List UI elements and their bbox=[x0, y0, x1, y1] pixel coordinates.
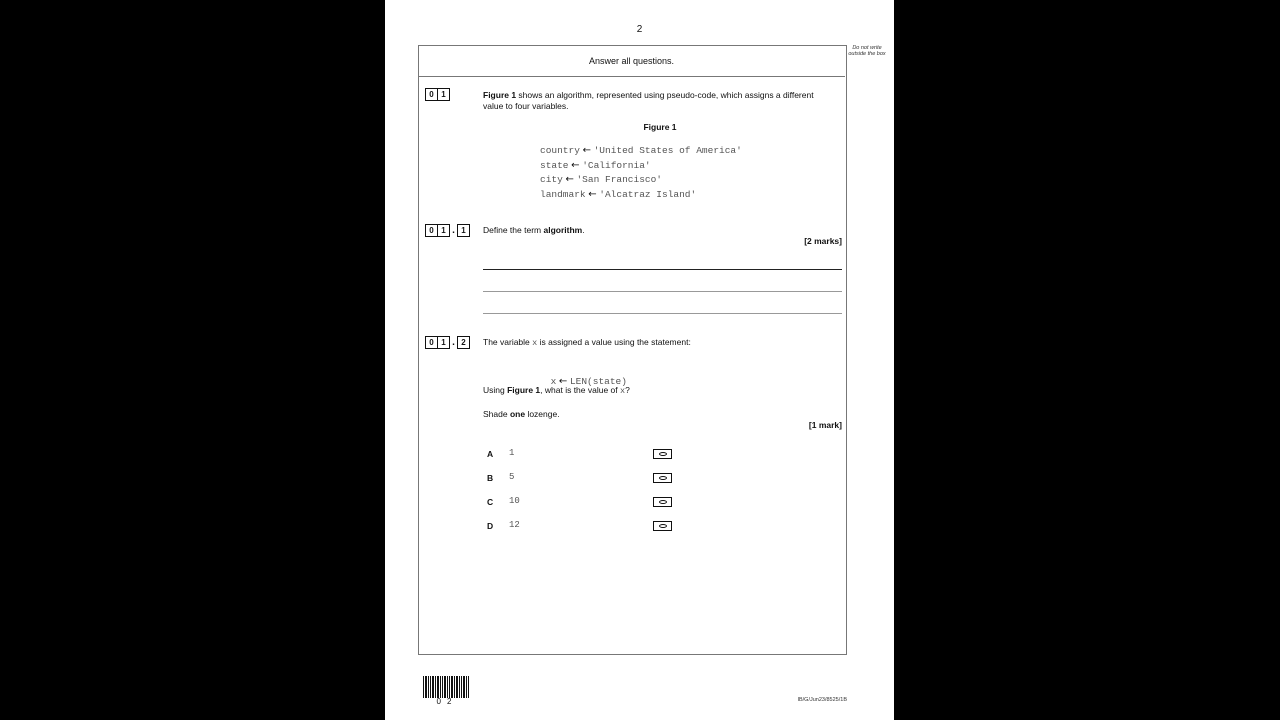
question-digit: 0 bbox=[425, 88, 438, 101]
lozenge-icon bbox=[659, 500, 667, 504]
code-variable: city bbox=[540, 174, 563, 185]
prompt-keyword: one bbox=[509, 409, 526, 419]
figure-reference: Figure 1 bbox=[483, 90, 517, 100]
answer-frame bbox=[418, 45, 847, 655]
prompt-text: is assigned a value using the statement: bbox=[537, 337, 691, 347]
code-expression: LEN(state) bbox=[569, 375, 627, 387]
lozenge-icon bbox=[659, 476, 667, 480]
prompt-keyword: algorithm bbox=[543, 225, 583, 235]
assignment-arrow-icon: ← bbox=[571, 159, 580, 171]
option-value: 12 bbox=[509, 520, 520, 530]
answer-line[interactable] bbox=[483, 269, 842, 270]
prompt-text: Define the term bbox=[483, 225, 544, 235]
question-digit: 1 bbox=[438, 224, 450, 237]
code-line bbox=[540, 173, 742, 188]
lozenge-b[interactable] bbox=[653, 473, 672, 483]
prompt-text: , what is the value of bbox=[540, 385, 621, 395]
question-digit: 1 bbox=[438, 336, 450, 349]
question-separator: . bbox=[452, 337, 455, 348]
option-letter: B bbox=[487, 473, 494, 483]
pseudo-code-block bbox=[540, 144, 742, 202]
code-variable: country bbox=[540, 145, 580, 156]
lozenge-icon bbox=[659, 524, 667, 528]
q1-1-prompt bbox=[483, 225, 585, 236]
q1-2-question bbox=[483, 385, 630, 397]
code-line bbox=[540, 144, 742, 159]
prompt-text: lozenge. bbox=[525, 409, 560, 419]
q1-2-marks: [1 mark] bbox=[808, 420, 842, 430]
option-value: 1 bbox=[509, 448, 515, 458]
code-value: 'California' bbox=[582, 159, 651, 171]
code-line bbox=[540, 159, 742, 174]
q1-1-marks: [2 marks] bbox=[804, 236, 842, 246]
q1-2-statement-intro bbox=[483, 337, 691, 349]
code-value: 'San Francisco' bbox=[576, 174, 662, 185]
barcode-number: 02 bbox=[436, 697, 458, 706]
prompt-text: The variable bbox=[483, 337, 533, 347]
option-letter: A bbox=[487, 449, 494, 459]
shade-instruction bbox=[483, 409, 560, 420]
question-number-01-2 bbox=[425, 336, 470, 349]
prompt-text: Shade bbox=[483, 409, 510, 419]
inline-code: x bbox=[532, 338, 538, 348]
figure-reference: Figure 1 bbox=[507, 385, 541, 395]
lozenge-a[interactable] bbox=[653, 449, 672, 459]
prompt-text: Using bbox=[483, 385, 508, 395]
code-value: 'Alcatraz Island' bbox=[599, 188, 697, 200]
q1-intro bbox=[483, 90, 825, 112]
barcode-icon bbox=[423, 676, 471, 698]
instructions-header: Answer all questions. bbox=[418, 45, 845, 77]
lozenge-c[interactable] bbox=[653, 497, 672, 507]
paper-code: IB/G/Jun23/8525/1B bbox=[797, 697, 847, 703]
question-digit: 0 bbox=[425, 224, 438, 237]
page-number: 2 bbox=[636, 24, 643, 35]
answer-line[interactable] bbox=[483, 313, 842, 314]
assignment-arrow-icon: ← bbox=[558, 375, 568, 387]
option-value: 5 bbox=[509, 472, 515, 482]
option-value: 10 bbox=[509, 496, 520, 506]
inline-code: x bbox=[620, 386, 626, 396]
code-variable: state bbox=[540, 159, 569, 171]
prompt-text: . bbox=[582, 225, 585, 235]
code-variable: landmark bbox=[540, 188, 586, 200]
answer-line[interactable] bbox=[483, 291, 842, 292]
margin-note: Do not write outside the box bbox=[848, 45, 886, 57]
option-letter: C bbox=[487, 497, 494, 507]
exam-page bbox=[385, 0, 894, 720]
question-number-01 bbox=[425, 88, 450, 101]
code-value: 'United States of America' bbox=[593, 145, 742, 156]
assignment-arrow-icon: ← bbox=[588, 188, 597, 200]
assignment-arrow-icon: ← bbox=[582, 145, 591, 156]
q1-intro-text: shows an algorithm, represented using pseudo-code, which assigns a different value to four variables. bbox=[483, 90, 814, 111]
lozenge-icon bbox=[659, 452, 667, 456]
option-letter: D bbox=[487, 521, 494, 531]
question-digit: 2 bbox=[457, 336, 470, 349]
prompt-text: ? bbox=[625, 385, 630, 395]
assignment-arrow-icon: ← bbox=[565, 174, 574, 185]
question-digit: 1 bbox=[438, 88, 450, 101]
question-digit: 0 bbox=[425, 336, 438, 349]
code-line bbox=[540, 188, 742, 203]
question-number-01-1 bbox=[425, 224, 470, 237]
lozenge-d[interactable] bbox=[653, 521, 672, 531]
question-separator: . bbox=[452, 225, 455, 236]
code-variable: x bbox=[550, 375, 557, 387]
figure-label: Figure 1 bbox=[643, 122, 677, 132]
question-digit: 1 bbox=[457, 224, 470, 237]
